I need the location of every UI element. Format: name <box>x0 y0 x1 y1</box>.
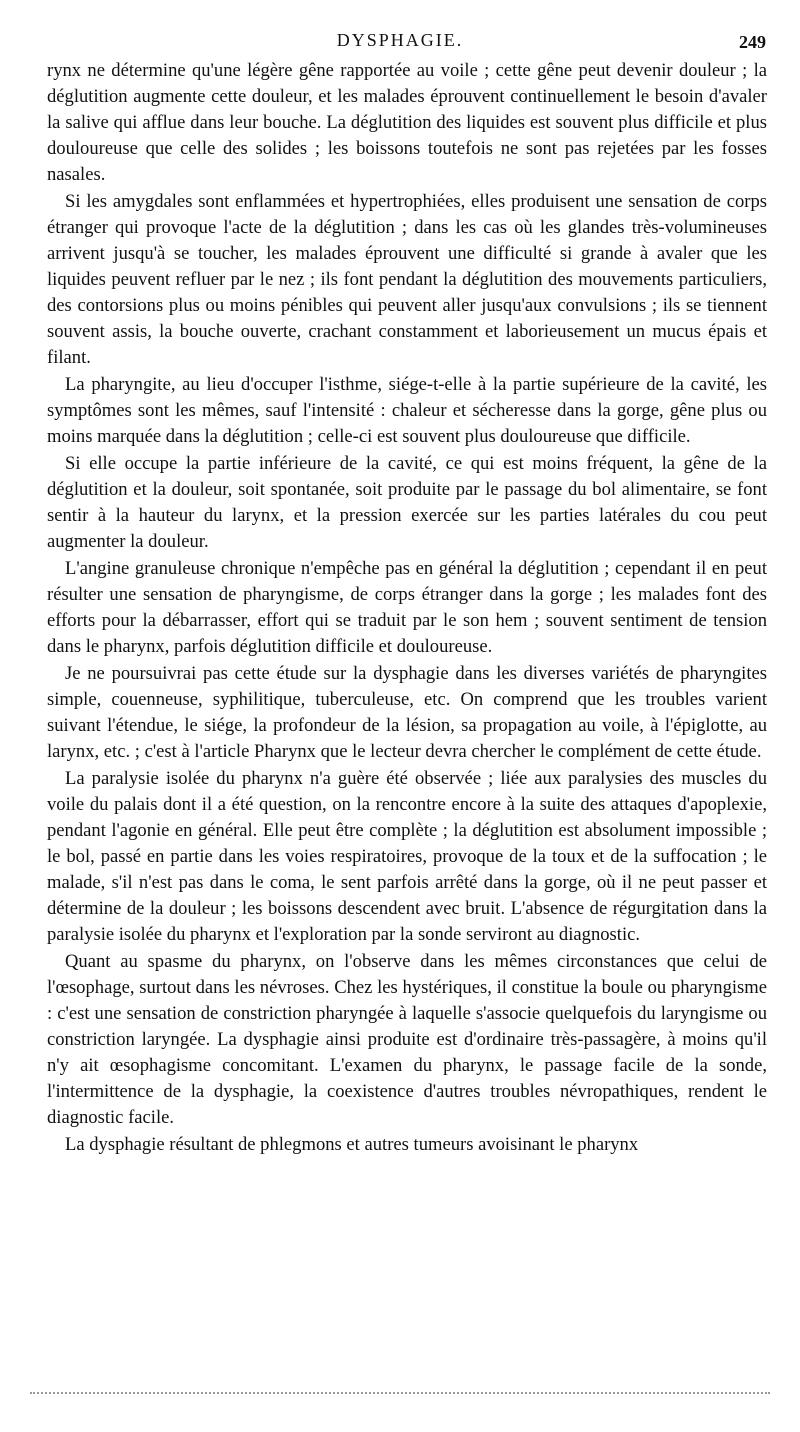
body-text <box>47 58 767 1158</box>
paragraph-4: Si elle occupe la partie inférieure de la cavité, ce qui est moins fréquent, la gêne de la déglutition et la douleur, soit spontanée, soit produite par le passage du bol alimentaire, se font sentir à la hauteur du larynx, et la pression exercée sur les parties latérales du cou peut augmenter la douleur. <box>47 453 767 552</box>
paragraph-7: La paralysie isolée du pharynx n'a guère été observée ; liée aux paralysies des muscles du voile du palais dont il a été question, on la rencontre encore à la suite des attaques d'apoplexie, pendant l'agonie en général. Elle peut être complète ; la déglutition est absolument impossible ; le bol, passé en partie dans les voies respiratoires, provoque de la toux et de la suffocation ; le malade, s'il n'est pas dans le coma, le sent parfois arrêté dans la gorge, où il ne peut passer et détermine de la douleur ; les boissons descendent avec bruit. L'absence de régurgitation dans la paralysie isolée du pharynx et l'exploration par la sonde serviront au diagnostic. <box>47 768 767 945</box>
paragraph-8: Quant au spasme du pharynx, on l'observe dans les mêmes circonstances que celui de l'œsophage, surtout dans les névroses. Chez les hystériques, il constitue la boule ou pharyngisme : c'est une sensation de constriction pharyngée à laquelle s'associe quelquefois du laryngisme ou constriction laryngée. La dysphagie ainsi produite est d'ordinaire très-passagère, à moins qu'il n'y ait œsophagisme concomitant. L'examen du pharynx, le passage facile de la sonde, l'intermittence de la dysphagie, la coexistence d'autres troubles névropathiques, rendent le diagnostic facile. <box>47 951 767 1128</box>
paragraph-5: L'angine granuleuse chronique n'empêche pas en général la déglutition ; cependant il en peut résulter une sensation de pharyngisme, de corps étranger dans la gorge ; les malades font des efforts pour la débarrasser, effort qui se traduit par le son hem ; souvent sentiment de tension dans le pharynx, parfois déglutition difficile et douloureuse. <box>47 558 767 657</box>
page-header <box>0 26 800 56</box>
paragraph-2: Si les amygdales sont enflammées et hypertrophiées, elles produisent une sensation de corps étranger qui provoque l'acte de la déglutition ; dans les cas où les glandes très-volumineuses arrivent jusqu'à se toucher, les malades éprouvent une difficulté si grande à avaler que les liquides peuvent refluer par le nez ; ils font pendant la déglutition des mouvements particuliers, des contorsions plus ou moins pénibles qui peuvent aller jusqu'aux convulsions ; ils se tiennent souvent assis, la bouche ouverte, crachant constamment et laborieusement un mucus épais et filant. <box>47 191 767 368</box>
paragraph-6: Je ne poursuivrai pas cette étude sur la dysphagie dans les diverses variétés de pharyngites simple, couenneuse, syphilitique, tuberculeuse, etc. On comprend que les troubles varient suivant l'étendue, le siége, la profondeur de la lésion, sa propagation au voile, à l'épiglotte, au larynx, etc. ; c'est à l'article Pharynx que le lecteur devra chercher le complément de cette étude. <box>47 663 767 762</box>
paragraph-1: rynx ne détermine qu'une légère gêne rapportée au voile ; cette gêne peut devenir douleur ; la déglutition augmente cette douleur, et les malades éprouvent continuellement le besoin d'avaler la salive qui afflue dans leur bouche. La déglutition des liquides est souvent plus difficile et plus douloureuse que celle des solides ; les boissons toutefois ne sont pas rejetées par les fosses nasales. <box>47 60 767 185</box>
paragraph-9: La dysphagie résultant de phlegmons et autres tumeurs avoisinant le pharynx <box>65 1134 639 1155</box>
paragraph-3: La pharyngite, au lieu d'occuper l'isthme, siége-t-elle à la partie supérieure de la cavité, les symptômes sont les mêmes, sauf l'intensité : chaleur et sécheresse dans la gorge, gêne plus ou moins marquée dans la déglutition ; celle-ci est souvent plus douloureuse que difficile. <box>47 374 767 447</box>
footer-dotted-rule <box>30 1392 770 1394</box>
page-number: 249 <box>739 32 766 52</box>
running-title: DYSPHAGIE. <box>336 30 464 50</box>
